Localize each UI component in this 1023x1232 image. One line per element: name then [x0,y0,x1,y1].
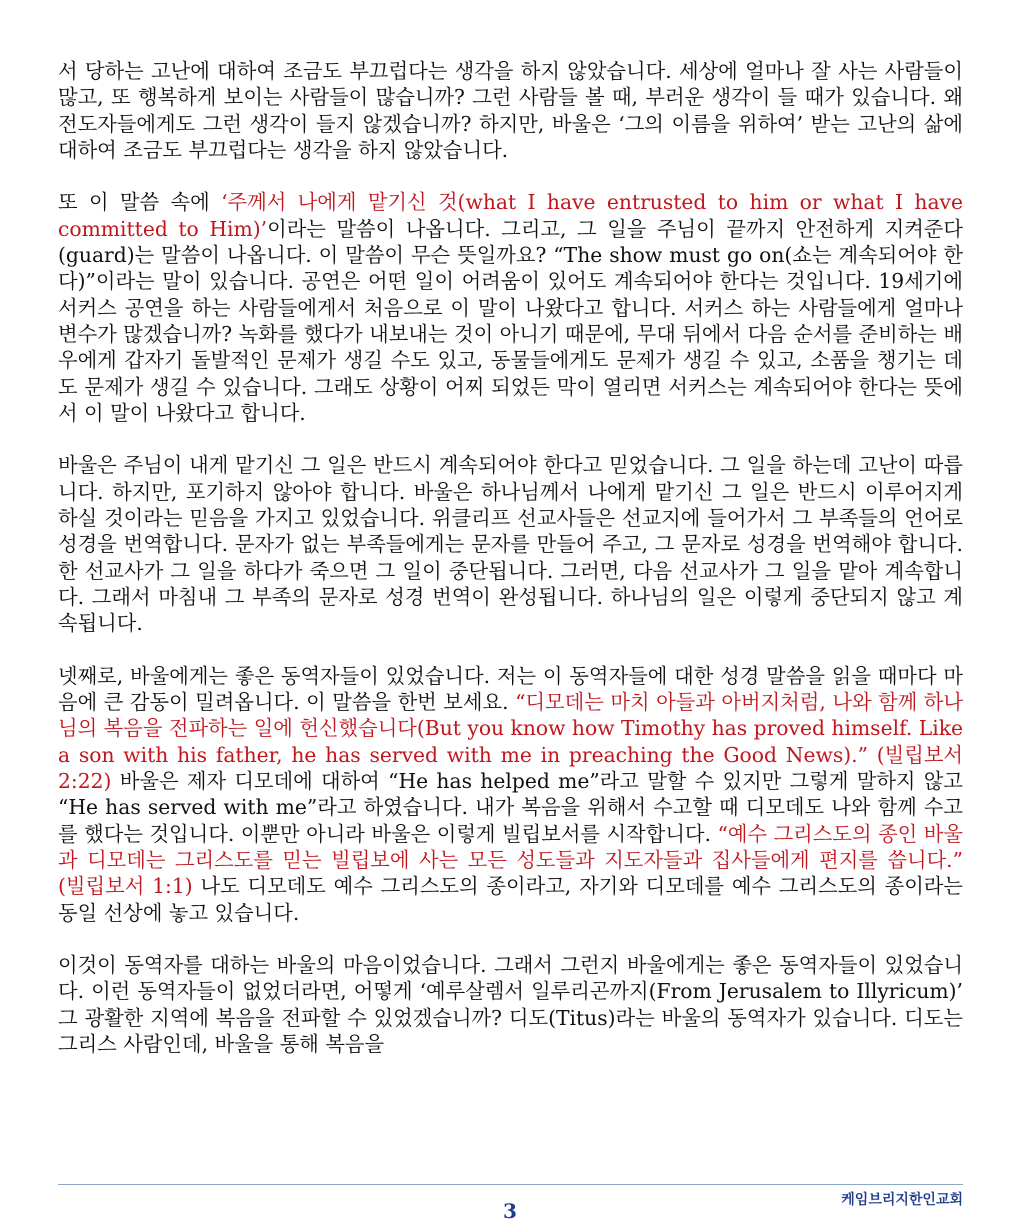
text-run: 바울은 제자 디모데에 대하여 “He has helped me”라고 말할 수 있지만 그렇게 말하지 않고 “He has served with me”라고 하였습니다. 내가 복음을 위해서 수고할 때 디모데도 나와 함께 수고를 했다는 것입니다. 이뿐만 아니라 바울은 이렇게 빌립보서를 시작합니다. [58,769,963,846]
text-run: 넷째로, 바울에게는 좋은 동역자들이 있었습니다. 저는 이 동역자들에 대한 성경 말씀을 읽을 때마다 마음에 큰 감동이 밀려옵니다. 이 말씀을 한번 보세요. [58,663,963,715]
text-run: 이것이 동역자를 대하는 바울의 마음이었습니다. 그래서 그런지 바울에게는 좋은 동역자들이 있었습니다. 이런 동역자들이 없었더라면, 어떻게 ‘예루살렘서 일루리곤까지(From Jerusalem to Illyricum)’ 그 광활한 지역에 복음을 전파할 수 있었겠습니까? 디도(Titus)라는 바울의 동역자가 있습니다. 디도는 그리스 사람인데, 바울을 통해 복음을 [58,953,963,1056]
paragraph-4 [58,663,963,926]
paragraph-2 [58,189,963,426]
paragraph-5 [58,952,963,1057]
text-run: 바울은 주님이 내게 맡기신 그 일은 반드시 계속되어야 한다고 믿었습니다. 그 일을 하는데 고난이 따릅니다. 하지만, 포기하지 않아야 합니다. 바울은 하나님께서 나에게 맡기신 그 일은 반드시 이루어지게 하실 것이라는 믿음을 가지고 있었습니다. 위클리프 선교사들은 선교지에 들어가서 그 부족들의 언어로 성경을 번역합니다. 문자가 없는 부족들에게는 문자를 만들어 주고, 그 문자로 성경을 번역해야 합니다. 한 선교사가 그 일을 하다가 죽으면 그 일이 중단됩니다. 그러면, 다음 선교사가 그 일을 맡아 계속합니다. 그래서 마침내 그 부족의 문자로 성경 번역이 완성됩니다. 하나님의 일은 이렇게 중단되지 않고 계속됩니다. [58,453,963,636]
paragraph-3 [58,452,963,636]
scripture-quote: “예수 그리스도의 종인 바울과 디모데는 그리스도를 믿는 빌립보에 사는 모든 성도들과 지도자들과 집사들에게 편지를 씁니다.” (빌립보서 1:1) [58,821,963,899]
page-number: 3 [503,1199,517,1223]
text-run: 나도 디모데도 예수 그리스도의 종이라고, 자기와 디모데를 예수 그리스도의 종이라는 동일 선상에 놓고 있습니다. [58,874,963,925]
paragraph-1 [58,58,963,163]
footer-divider [58,1184,963,1185]
scripture-quote: ‘주께서 나에게 맡기신 것(what I have entrusted to him or what I have committed to Him)’ [58,190,963,241]
body-text [58,58,963,1084]
text-run: 또 이 말씀 속에 [58,190,222,215]
text-run: 이라는 말씀이 나옵니다. 그리고, 그 일을 주님이 끝까지 안전하게 지켜준다(guard)는 말씀이 나옵니다. 이 말씀이 무슨 뜻일까요? “The show must go on(쇼는 계속되어야 한다)”이라는 말이 있습니다. 공연은 어떤 일이 어려움이 있어도 계속되어야 한다는 것입니다. 19세기에 서커스 공연을 하는 사람들에게서 처음으로 이 말이 나왔다고 합니다. 서커스 하는 사람들에게 얼마나 변수가 많겠습니까? 녹화를 했다가 내보내는 것이 아니기 때문에, 무대 뒤에서 다음 순서를 준비하는 배우에게 갑자기 돌발적인 문제가 생길 수도 있고, 동물들에게도 문제가 생길 수 있고, 소품을 챙기는 데도 문제가 생길 수 있습니다. 그래도 상황이 어찌 되었든 막이 열리면 서커스는 계속되어야 한다는 뜻에서 이 말이 나왔다고 합니다. [58,216,964,425]
text-run: 서 당하는 고난에 대하여 조금도 부끄럽다는 생각을 하지 않았습니다. 세상에 얼마나 잘 사는 사람들이 많고, 또 행복하게 보이는 사람들이 많습니까? 그런 사람들 볼 때, 부러운 생각이 들 때가 있습니다. 왜 전도자들에게도 그런 생각이 들지 않겠습니까? 하지만, 바울은 ‘그의 이름을 위하여’ 받는 고난의 삶에 대하여 조금도 부끄럽다는 생각을 하지 않았습니다. [58,59,963,162]
church-name: 케임브리지한인교회 [841,1192,963,1208]
scripture-quote: “디모데는 마치 아들과 아버지처럼, 나와 함께 하나님의 복음을 전파하는 일에 헌신했습니다(But you know how Timothy has proved himself. Like a son with his father, he has served with me in preaching the Good News).” (빌립보서 2:22) [58,690,963,794]
